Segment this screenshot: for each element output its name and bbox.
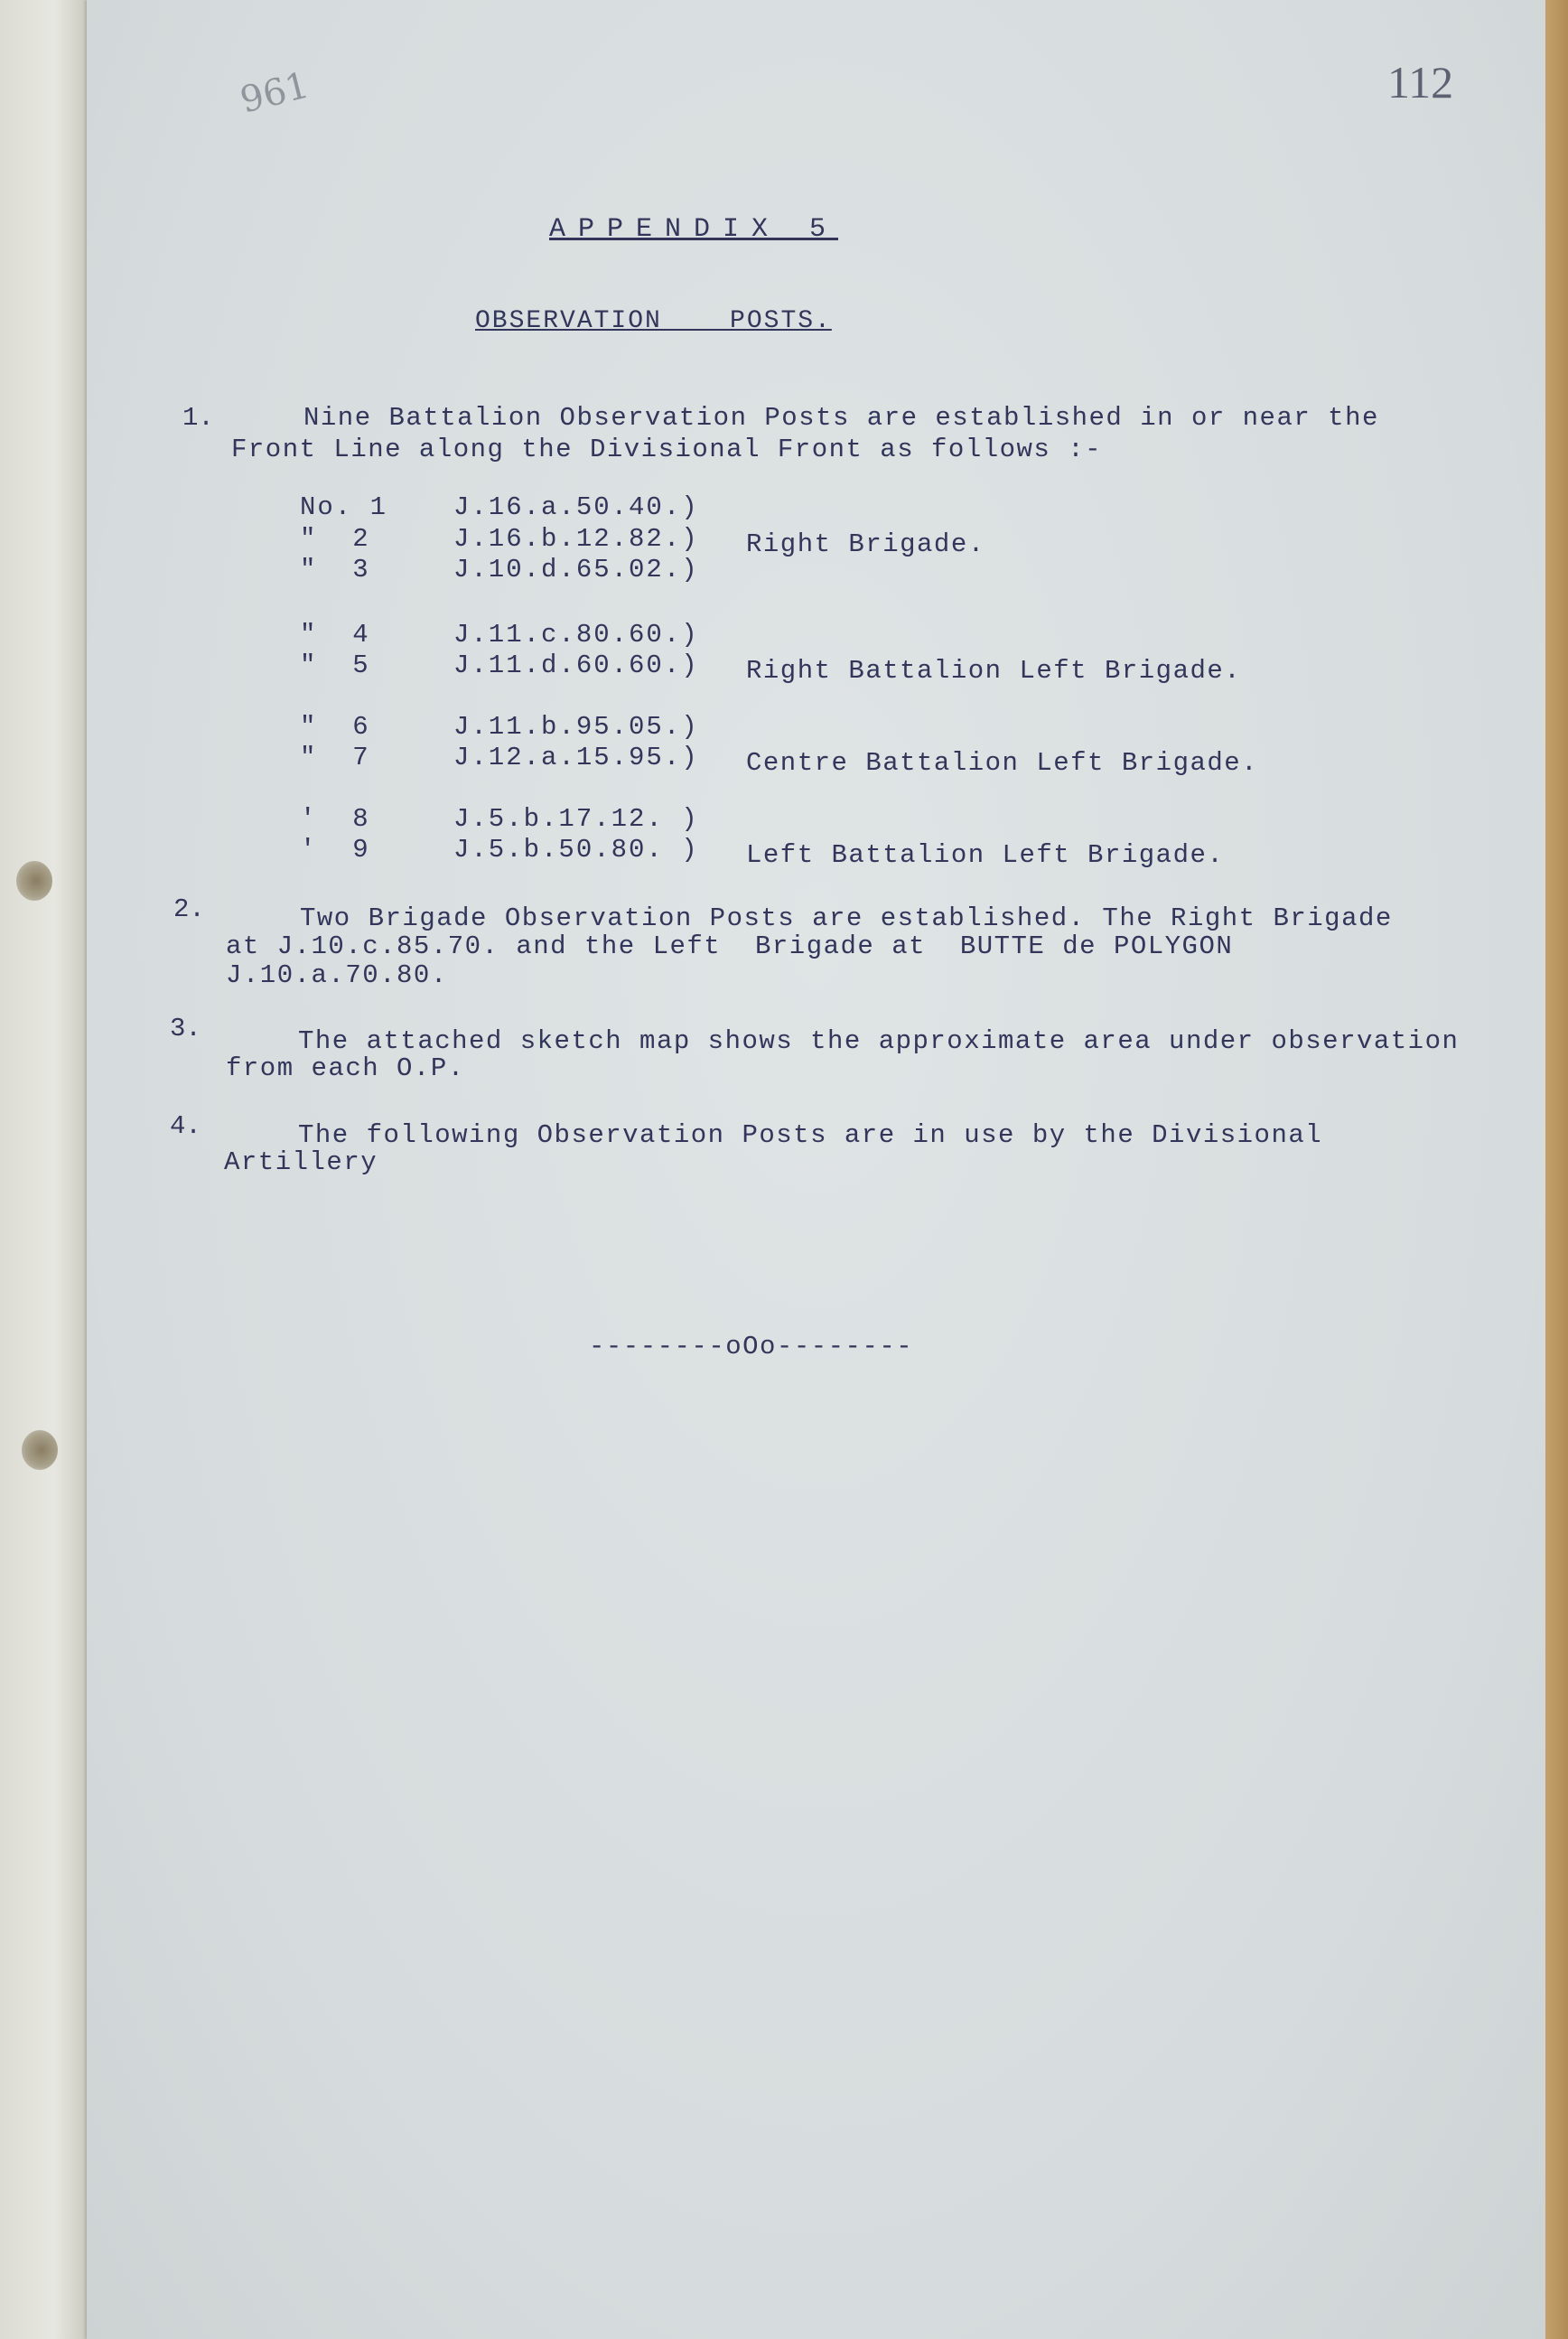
post-ref: J.16.a.50.40.) (453, 492, 699, 522)
post-no: ' 9 (300, 835, 370, 865)
group-label-right-brigade: Right Brigade. (746, 529, 985, 559)
para-4-line-1: The following Observation Posts are in use by the Divisional (298, 1120, 1323, 1150)
post-no: " 5 (300, 650, 370, 680)
page-title: APPENDIX 5 (549, 214, 839, 245)
folio-number: 112 (1387, 57, 1454, 108)
post-ref: J.5.b.50.80. ) (453, 835, 699, 865)
post-no: " 2 (300, 524, 370, 554)
post-ref: J.12.a.15.95.) (453, 743, 699, 772)
end-mark: --------oOo-------- (589, 1332, 914, 1361)
para-3-number: 3. (170, 1014, 201, 1043)
para-2-line-3: J.10.a.70.80. (226, 960, 448, 990)
para-1-line-1: Nine Battalion Observation Posts are established in or near the (303, 403, 1379, 433)
group-label-centre-battalion: Centre Battalion Left Brigade. (746, 748, 1259, 778)
punch-hole (22, 1430, 58, 1470)
para-2-line-2: at J.10.c.85.70. and the Left Brigade at BUTTE de POLYGON (226, 931, 1234, 961)
para-1-number: 1. (182, 403, 214, 433)
post-ref: J.11.b.95.05.) (453, 712, 699, 742)
para-3-line-1: The attached sketch map shows the approximate area under observation (298, 1026, 1460, 1056)
para-2-line-1: Two Brigade Observation Posts are established. The Right Brigade (300, 903, 1393, 933)
post-ref: J.11.d.60.60.) (453, 650, 699, 680)
group-label-left-battalion: Left Battalion Left Brigade. (746, 840, 1225, 870)
pencil-note: 961 (236, 64, 313, 122)
para-3-line-2: from each O.P. (226, 1053, 465, 1083)
post-no: " 6 (300, 712, 370, 742)
group-label-right-battalion: Right Battalion Left Brigade. (746, 656, 1242, 686)
para-4-number: 4. (170, 1111, 201, 1141)
post-ref: J.5.b.17.12. ) (453, 804, 699, 834)
page-subtitle: OBSERVATION POSTS. (475, 307, 832, 335)
para-2-number: 2. (173, 894, 205, 924)
para-1-line-2: Front Line along the Divisional Front as follows :- (231, 435, 1103, 464)
para-4-line-2: Artillery (224, 1147, 378, 1177)
post-ref: J.11.c.80.60.) (453, 620, 699, 650)
post-no: " 7 (300, 743, 370, 772)
post-no: ' 8 (300, 804, 370, 834)
document-page (87, 0, 1545, 2339)
post-no: " 3 (300, 555, 370, 585)
post-ref: J.16.b.12.82.) (453, 524, 699, 554)
post-no: " 4 (300, 620, 370, 650)
backing-board (0, 0, 90, 2339)
punch-hole (16, 861, 52, 901)
post-ref: J.10.d.65.02.) (453, 555, 699, 585)
post-no: No. 1 (300, 492, 388, 522)
